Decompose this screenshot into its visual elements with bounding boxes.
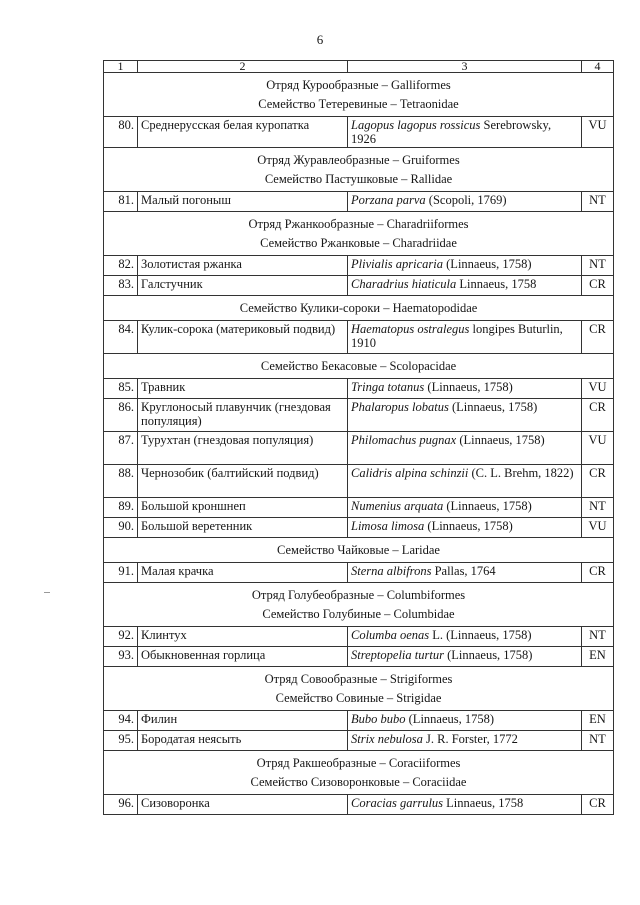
scientific-name: Lagopus lagopus rossicus [351,118,481,132]
russian-name: Бородатая неясыть [138,731,348,751]
authority: Linnaeus, 1758 [456,277,537,291]
authority: (Linnaeus, 1758) [443,499,532,513]
taxon-heading-cell [104,296,614,321]
latin-name [348,399,582,432]
taxon-heading-cell [104,148,614,192]
family-heading: Семейство Ржанковые – Charadriidae [260,236,457,250]
russian-name: Турухтан (гнездовая популяция) [138,432,348,465]
status-category: NT [582,731,614,751]
scientific-name: Phalaropus lobatus [351,400,449,414]
russian-name: Филин [138,711,348,731]
table-row [104,399,614,432]
status-category: VU [582,432,614,465]
status-category: CR [582,795,614,815]
scientific-name: Porzana parva [351,193,426,207]
authority: longipes Buturlin, 1910 [351,322,563,350]
latin-name [348,498,582,518]
latin-name [348,647,582,667]
status-category: EN [582,647,614,667]
page-number: 6 [316,32,324,47]
authority: (Linnaeus, 1758) [443,257,532,271]
taxon-heading-cell [104,538,614,563]
russian-name: Золотистая ржанка [138,256,348,276]
table-row [104,465,614,498]
status-category: CR [582,276,614,296]
authority: (Linnaeus, 1758) [405,712,495,726]
latin-name [348,795,582,815]
family-heading: Семейство Кулики-сороки – Haematopodidae [239,301,478,315]
family-heading: Семейство Сизоворонковые – Coraciidae [250,775,467,789]
species-number: 89. [104,498,138,518]
table-row [104,117,614,148]
latin-name [348,192,582,212]
latin-name [348,321,582,354]
taxon-heading-cell [104,583,614,627]
order-heading: Отряд Ракшеобразные – Coraciiformes [256,756,461,770]
taxon-heading-cell [104,73,614,117]
table-row [104,256,614,276]
order-heading: Отряд Голубеобразные – Columbiformes [251,588,466,602]
taxon-group-row [104,73,614,117]
species-number: 93. [104,647,138,667]
authority: (Linnaeus, 1758) [448,400,538,414]
authority: (Linnaeus, 1758) [456,433,545,447]
table-row [104,192,614,212]
species-table [103,60,614,815]
taxon-group-row [104,212,614,256]
authority: (C. L. Brehm, 1822) [468,466,574,480]
taxon-group-row [104,354,614,379]
scientific-name: Philomachus pugnax [351,433,457,447]
species-number: 91. [104,563,138,583]
family-heading: Семейство Тетеревиные – Tetraonidae [258,97,459,111]
scientific-name: Tringa totanus [351,380,425,394]
column-number-1: 1 [104,61,138,73]
latin-name [348,276,582,296]
species-number: 94. [104,711,138,731]
status-category: NT [582,627,614,647]
russian-name: Травник [138,379,348,399]
scientific-name: Calidris alpina schinzii [351,466,469,480]
table-row [104,432,614,465]
status-category: NT [582,256,614,276]
table-row [104,627,614,647]
russian-name: Галстучник [138,276,348,296]
table-row [104,276,614,296]
scientific-name: Haematopus ostralegus [351,322,470,336]
latin-name [348,379,582,399]
russian-name: Кулик-сорока (материковый подвид) [138,321,348,354]
scientific-name: Columba oenas [351,628,430,642]
authority: (Linnaeus, 1758) [443,648,533,662]
authority: (Linnaeus, 1758) [424,380,513,394]
family-heading: Семейство Чайковые – Laridae [277,543,440,557]
species-table-body [104,61,614,815]
authority: (Scopoli, 1769) [425,193,507,207]
table-row [104,498,614,518]
authority: Linnaeus, 1758 [443,796,524,810]
species-number: 80. [104,117,138,148]
latin-name [348,256,582,276]
latin-name [348,627,582,647]
taxon-group-row [104,667,614,711]
taxon-group-row [104,296,614,321]
russian-name: Чернозобик (балтийский подвид) [138,465,348,498]
authority: Serebrowsky, 1926 [351,118,552,146]
russian-name: Клинтух [138,627,348,647]
order-heading: Отряд Курообразные – Galliformes [266,78,451,92]
status-category: CR [582,321,614,354]
species-number: 83. [104,276,138,296]
scientific-name: Sterna albifrons [351,564,432,578]
species-number: 92. [104,627,138,647]
order-heading: Отряд Совообразные – Strigiformes [264,672,453,686]
status-category: NT [582,498,614,518]
taxon-heading-cell [104,354,614,379]
scientific-name: Limosa limosa [351,519,425,533]
species-number: 87. [104,432,138,465]
table-row [104,563,614,583]
taxon-heading-cell [104,751,614,795]
latin-name [348,563,582,583]
table-row [104,795,614,815]
taxon-heading-cell [104,667,614,711]
taxon-group-row [104,538,614,563]
family-heading: Семейство Совиные – Strigidae [275,691,442,705]
scientific-name: Numenius arquata [351,499,444,513]
margin-mark [44,592,50,593]
status-category: CR [582,399,614,432]
species-number: 96. [104,795,138,815]
column-number-row [104,61,614,73]
status-category: EN [582,711,614,731]
authority: L. (Linnaeus, 1758) [429,628,532,642]
scientific-name: Coracias garrulus [351,796,444,810]
species-number: 82. [104,256,138,276]
column-number-2: 2 [138,61,348,73]
authority: Pallas, 1764 [431,564,496,578]
russian-name: Большой веретенник [138,518,348,538]
taxon-group-row [104,148,614,192]
scientific-name: Strix nebulosa [351,732,423,746]
table-row [104,379,614,399]
table-row [104,647,614,667]
column-number-4: 4 [582,61,614,73]
russian-name: Малая крачка [138,563,348,583]
taxon-group-row [104,751,614,795]
russian-name: Круглоносый плавунчик (гнездовая популяция) [138,399,348,432]
table-row [104,711,614,731]
latin-name [348,117,582,148]
column-number-3: 3 [348,61,582,73]
taxon-heading-cell [104,212,614,256]
russian-name: Обыкновенная горлица [138,647,348,667]
table-row [104,518,614,538]
russian-name: Большой кроншнеп [138,498,348,518]
status-category: CR [582,465,614,498]
status-category: CR [582,563,614,583]
species-number: 84. [104,321,138,354]
order-heading: Отряд Журавлеобразные – Gruiformes [257,153,460,167]
russian-name: Малый погоныш [138,192,348,212]
authority: (Linnaeus, 1758) [424,519,513,533]
scientific-name: Charadrius hiaticula [351,277,457,291]
scientific-name: Bubo bubo [351,712,406,726]
status-category: VU [582,518,614,538]
species-number: 90. [104,518,138,538]
authority: J. R. Forster, 1772 [422,732,518,746]
species-number: 81. [104,192,138,212]
latin-name [348,432,582,465]
scientific-name: Streptopelia turtur [351,648,444,662]
table-row [104,321,614,354]
species-number: 86. [104,399,138,432]
status-category: VU [582,117,614,148]
russian-name: Среднерусская белая куропатка [138,117,348,148]
scientific-name: Plivialis apricaria [351,257,444,271]
order-heading: Отряд Ржанкообразные – Charadriiformes [248,217,469,231]
latin-name [348,465,582,498]
status-category: NT [582,192,614,212]
taxon-group-row [104,583,614,627]
family-heading: Семейство Бекасовые – Scolopacidae [260,359,457,373]
family-heading: Семейство Пастушковые – Rallidae [264,172,453,186]
family-heading: Семейство Голубиные – Columbidae [262,607,455,621]
species-number: 88. [104,465,138,498]
table-row [104,731,614,751]
species-number: 95. [104,731,138,751]
status-category: VU [582,379,614,399]
russian-name: Сизоворонка [138,795,348,815]
latin-name [348,518,582,538]
latin-name [348,711,582,731]
latin-name [348,731,582,751]
species-number: 85. [104,379,138,399]
